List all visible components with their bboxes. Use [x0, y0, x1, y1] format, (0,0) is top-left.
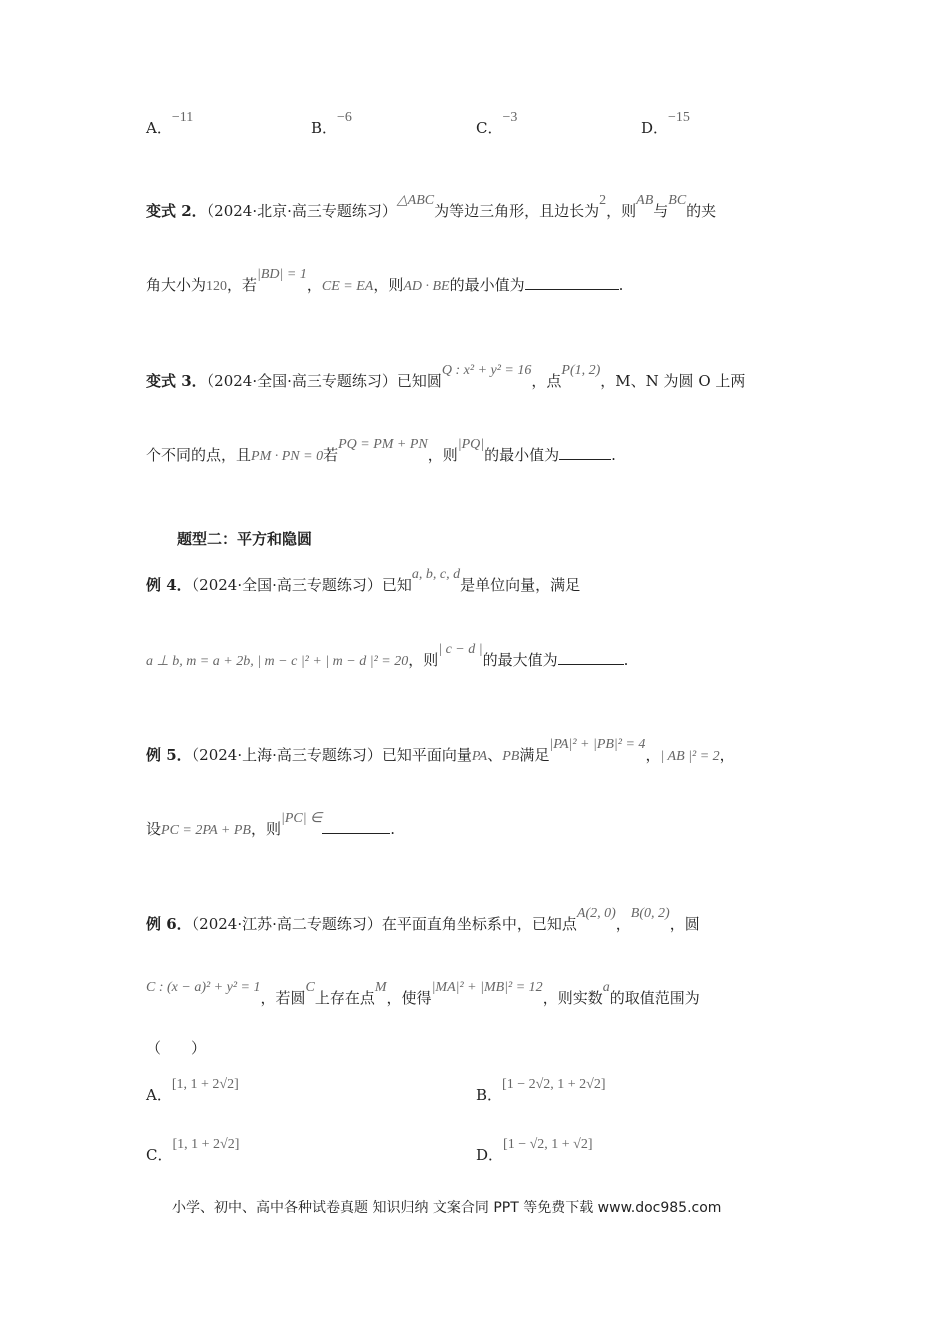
unit-vectors: a, b, c, d: [411, 567, 461, 582]
text: ，: [719, 746, 735, 764]
vector-ab: AB: [636, 193, 654, 208]
option-a-value: [1, 1 + 2√2]: [171, 1077, 239, 1092]
option-d-value: [1 − √2, 1 + √2]: [503, 1137, 593, 1152]
text: 的最小值为: [449, 276, 525, 294]
example-4-source: （2024·全国·高三专题练习）已知: [191, 576, 412, 594]
text: 满足: [519, 746, 550, 764]
example-4-condition: a ⊥ b, m = a + 2b, | m − c |² + | m − d |² = 20: [146, 654, 409, 669]
option-a-label: A．: [146, 119, 172, 137]
example-5-line-1: [146, 737, 735, 767]
pm-dot-pn: PM · PN = 0: [251, 449, 324, 464]
text: 、: [487, 746, 503, 764]
example-5-label: 例 5．: [146, 746, 192, 764]
text: ，使得: [386, 989, 432, 1007]
variant-2-label: 变式 2．: [146, 202, 207, 220]
text: 的最大值为: [482, 651, 558, 669]
option-c: [476, 110, 518, 140]
text: .: [623, 651, 629, 669]
text: 的夹: [686, 202, 717, 220]
text: .: [611, 446, 616, 464]
pc-magnitude: |PC| ∈: [280, 811, 323, 826]
example-6-line-1: [146, 906, 700, 936]
text: .: [390, 820, 396, 838]
example-6-label: 例 6．: [146, 915, 192, 933]
variant-3-line-1: [146, 363, 746, 393]
text: A．: [146, 1086, 172, 1104]
triangle-abc: △ABC: [396, 193, 435, 208]
circle-q: Q : x² + y² = 16: [441, 363, 532, 378]
example-6-option-a: [146, 1077, 239, 1107]
text: 的取值范围为: [609, 989, 700, 1007]
circle-c-name: C: [305, 980, 315, 995]
variant-3-source: （2024·全国·高三专题练习）已知圆: [206, 372, 442, 390]
example-5-line-2: [146, 811, 396, 841]
section-heading: 题型二：平方和隐圆: [177, 530, 313, 548]
footer-text: 小学、初中、高中各种试卷真题 知识归纳 文案合同 PPT 等免费下载 www.doc985.com: [172, 1200, 722, 1216]
example-6-option-d: [476, 1137, 593, 1167]
pq-vector-sum: PQ = PM + PN: [338, 437, 428, 452]
example-6-option-c: [146, 1137, 240, 1167]
side-length: 2: [599, 193, 607, 208]
text: ，则: [373, 276, 404, 294]
text: 角大小为: [146, 276, 207, 294]
example-4-label: 例 4．: [146, 576, 192, 594]
text: ，: [615, 915, 631, 933]
text: 设: [146, 820, 162, 838]
bd-condition: |BD| = 1: [257, 267, 307, 282]
text: 的最小值为: [484, 446, 560, 464]
point-a: A(2, 0): [576, 906, 616, 921]
text: B．: [476, 1086, 503, 1104]
ce-condition: CE = EA: [321, 279, 374, 294]
point-p: P(1, 2): [561, 363, 601, 378]
angle-value: 120: [206, 279, 228, 294]
text: ，: [306, 276, 322, 294]
example-5-condition: |PA|² + |PB|² = 4: [549, 737, 646, 752]
ab-magnitude: | AB |² = 2: [660, 749, 720, 764]
text: ，则实数: [542, 989, 603, 1007]
ad-dot-be: AD · BE: [403, 279, 450, 294]
text: 是单位向量，满足: [460, 576, 581, 594]
text: 与: [653, 202, 669, 220]
c-minus-d-magnitude: | c − d |: [438, 642, 483, 657]
example-4-line-2: [146, 642, 629, 672]
text: ，M、N 为圆 O 上两: [600, 372, 746, 390]
option-d-label: D．: [641, 119, 669, 137]
example-4-line-1: [146, 567, 581, 597]
example-6-option-b: [476, 1077, 606, 1107]
answer-blank: [322, 819, 390, 834]
vector-pb: PB: [502, 749, 520, 764]
point-m: M: [374, 980, 387, 995]
variant-2-line-2: [146, 267, 624, 297]
variant-3-line-2: [146, 437, 616, 467]
text: D．: [476, 1146, 504, 1164]
text: .: [618, 276, 624, 294]
circle-c: C : (x − a)² + y² = 1: [146, 980, 261, 995]
text: ，点: [531, 372, 562, 390]
text: ，: [645, 746, 661, 764]
answer-parentheses: （ ）: [146, 1039, 207, 1057]
variable-a: a: [602, 980, 610, 995]
example-6-condition: |MA|² + |MB|² = 12: [431, 980, 543, 995]
option-a: [146, 110, 194, 140]
text: 上存在点: [314, 989, 375, 1007]
answer-blank: [525, 275, 619, 290]
text: ，则: [427, 446, 458, 464]
text: C．: [146, 1146, 173, 1164]
answer-blank: [558, 650, 624, 665]
pq-magnitude: |PQ|: [457, 437, 485, 452]
option-b-label: B．: [311, 119, 338, 137]
option-c-label: C．: [476, 119, 503, 137]
answer-blank: [559, 445, 611, 460]
text: ，则: [606, 202, 637, 220]
option-b: [311, 110, 352, 140]
option-d: [641, 110, 690, 140]
variant-2-source: （2024·北京·高三专题练习）: [206, 202, 397, 220]
option-c-value: −3: [502, 110, 518, 125]
variant-2-line-1: [146, 193, 717, 223]
text: ，若: [227, 276, 258, 294]
text: ，若圆: [260, 989, 306, 1007]
vector-bc: BC: [668, 193, 687, 208]
example-6-line-2: [146, 980, 700, 1010]
text: ，圆: [669, 915, 700, 933]
point-b: B(0, 2): [630, 906, 670, 921]
option-a-value: −11: [171, 110, 194, 125]
variant-3-label: 变式 3．: [146, 372, 207, 390]
text: 个不同的点，且: [146, 446, 252, 464]
example-5-source: （2024·上海·高三专题练习）已知平面向量: [191, 746, 472, 764]
vector-pa: PA: [471, 749, 488, 764]
option-d-value: −15: [668, 110, 690, 125]
text: 为等边三角形，且边长为: [434, 202, 600, 220]
text: 若: [323, 446, 339, 464]
text: ，则: [250, 820, 281, 838]
example-6-source: （2024·江苏·高二专题练习）在平面直角坐标系中，已知点: [191, 915, 577, 933]
text: ，则: [408, 651, 439, 669]
pc-definition: PC = 2PA + PB: [161, 823, 251, 838]
option-c-value: [1, 1 + 2√2]: [172, 1137, 240, 1152]
option-b-value: [1 − 2√2, 1 + 2√2]: [502, 1077, 606, 1092]
option-b-value: −6: [337, 110, 352, 125]
